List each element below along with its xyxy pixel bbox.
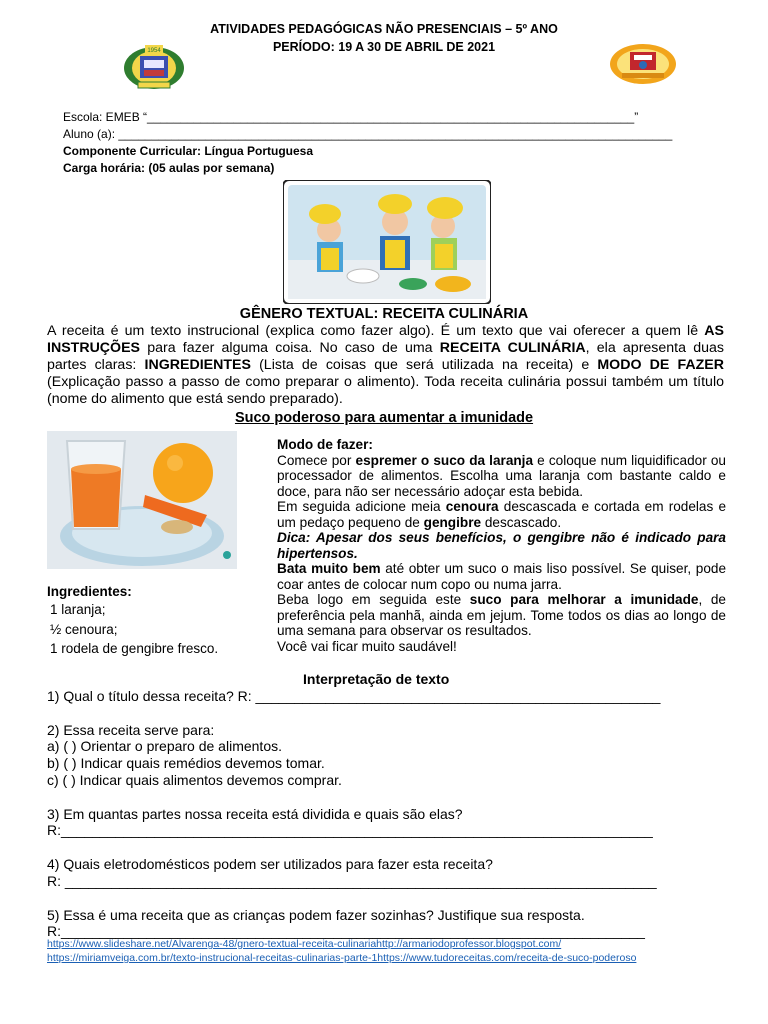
intro-bold-modo: MODO DE FAZER (597, 357, 724, 373)
ingredients-label: Ingredientes: (47, 584, 132, 599)
seal-year: 1954 (147, 48, 161, 54)
worksheet-title: ATIVIDADES PEDAGÓGICAS NÃO PRESENCIAIS – 5º ANO (210, 22, 558, 36)
ingredient-item: 1 laranja; (50, 602, 106, 617)
carga-line: Carga horária: (05 aulas por semana) (63, 161, 275, 175)
intro-bold-ingredientes: INGREDIENTES (144, 357, 251, 373)
interpretation-title: Interpretação de texto (303, 671, 450, 687)
intro-bold-receita: RECEITA CULINÁRIA (439, 340, 586, 356)
answer-4-line: R: ____________________________________________________________________________ (47, 873, 657, 889)
recipe-title: Suco poderoso para aumentar a imunidade (234, 410, 534, 426)
source-link-2[interactable]: https://miriamveiga.com.br/texto-instrucional-receitas-culinarias-parte-1https://www.tudoreceitas.com/receita-de-suco-poderoso (47, 952, 637, 964)
answer-5-line: R:___________________________________________________________________________ (47, 923, 645, 939)
method-step-5: Você vai ficar muito saudável! (277, 638, 457, 654)
method-step-1: Comece por espremer o suco da laranja e coloque num liquidificador ou processador de alimentos. Escolha uma laranja com bastante caldo e doce, para não ser necessário adoçar esta bebida. (277, 452, 726, 499)
source-link-1[interactable]: https://www.slideshare.net/Alvarenga-48/gnero-textual-receita-culinariahttp://armariodoprofessor.blogspot.com/ (47, 938, 562, 950)
intro-text-5: (Explicação passo a passo de como preparar o alimento). Toda receita culinária possui também um título (nome do alimento que está sendo preparado). (47, 374, 724, 407)
worksheet-period: PERÍODO: 19 A 30 DE ABRIL DE 2021 (272, 40, 496, 54)
question-1: 1) Qual o título dessa receita? R: ____________________________________________________ (47, 688, 661, 704)
method-step-3: Bata muito bem até obter um suco o mais liso possível. Se quiser, pode coar antes de colocar num copo ou numa jarra. (277, 561, 727, 592)
intro-bold-instrucoes: AS INSTRUÇÕES (47, 323, 724, 356)
intro-text-3: , ela apresenta duas partes claras: (47, 340, 724, 373)
escola-line: Escola: EMEB “_________________________________________________________________________” (63, 110, 639, 124)
ingredient-item: ½ cenoura; (50, 621, 118, 637)
method-step-4: Beba logo em seguida este suco para melhorar a imunidade, de preferência pela manhã, ainda em jejum. Tome todos os dias ao longo de uma semana para observar os resultados. (277, 592, 726, 638)
children-cooking-photo (283, 180, 491, 304)
question-2: 2) Essa receita serve para: (47, 722, 215, 738)
question-4: 4) Quais eletrodomésticos podem ser utilizados para fazer esta receita? (47, 856, 493, 872)
method-step-2: Em seguida adicione meia cenoura descascada e cortada em rodelas e um pedaço pequeno de gengibre descascado. (277, 499, 726, 530)
question-2-option-a: a) ( ) Orientar o preparo de alimentos. (47, 738, 282, 754)
componente-line: Componente Curricular: Língua Portuguesa (63, 144, 314, 158)
question-3: 3) Em quantas partes nossa receita está dividida e quais são elas? (47, 806, 463, 822)
intro-text-2: para fazer alguma coisa. No caso de uma (140, 340, 440, 356)
method-tip: Dica: Apesar dos seus benefícios, o gengibre não é indicado para hipertensos. (277, 530, 726, 561)
method-label: Modo de fazer: (277, 437, 373, 452)
orange-juice-photo (47, 431, 237, 569)
ingredient-item: 1 rodela de gengibre fresco. (50, 641, 219, 656)
question-2-option-c: c) ( ) Indicar quais alimentos devemos comprar. (47, 772, 342, 788)
method-section (277, 437, 726, 654)
school-seal-logo (120, 42, 188, 92)
intro-text-1: A receita é um texto instrucional (explica como fazer algo). É um texto que vai oferecer a quem lê (47, 323, 699, 339)
question-5: 5) Essa é uma receita que as crianças podem fazer sozinhas? Justifique sua resposta. (47, 907, 585, 923)
genre-title: GÊNERO TEXTUAL: RECEITA CULINÁRIA (239, 306, 529, 322)
answer-3-line: R:____________________________________________________________________________ (47, 822, 653, 838)
department-seal-logo (608, 42, 678, 86)
intro-text-4: (Lista de coisas que será utilizada na receita) e (250, 357, 598, 373)
ingredients-list (50, 600, 218, 659)
intro-paragraph (47, 323, 724, 408)
question-2-option-b: b) ( ) Indicar quais remédios devemos tomar. (47, 755, 325, 771)
aluno-line: Aluno (a): ___________________________________________________________________________________ (63, 127, 673, 141)
